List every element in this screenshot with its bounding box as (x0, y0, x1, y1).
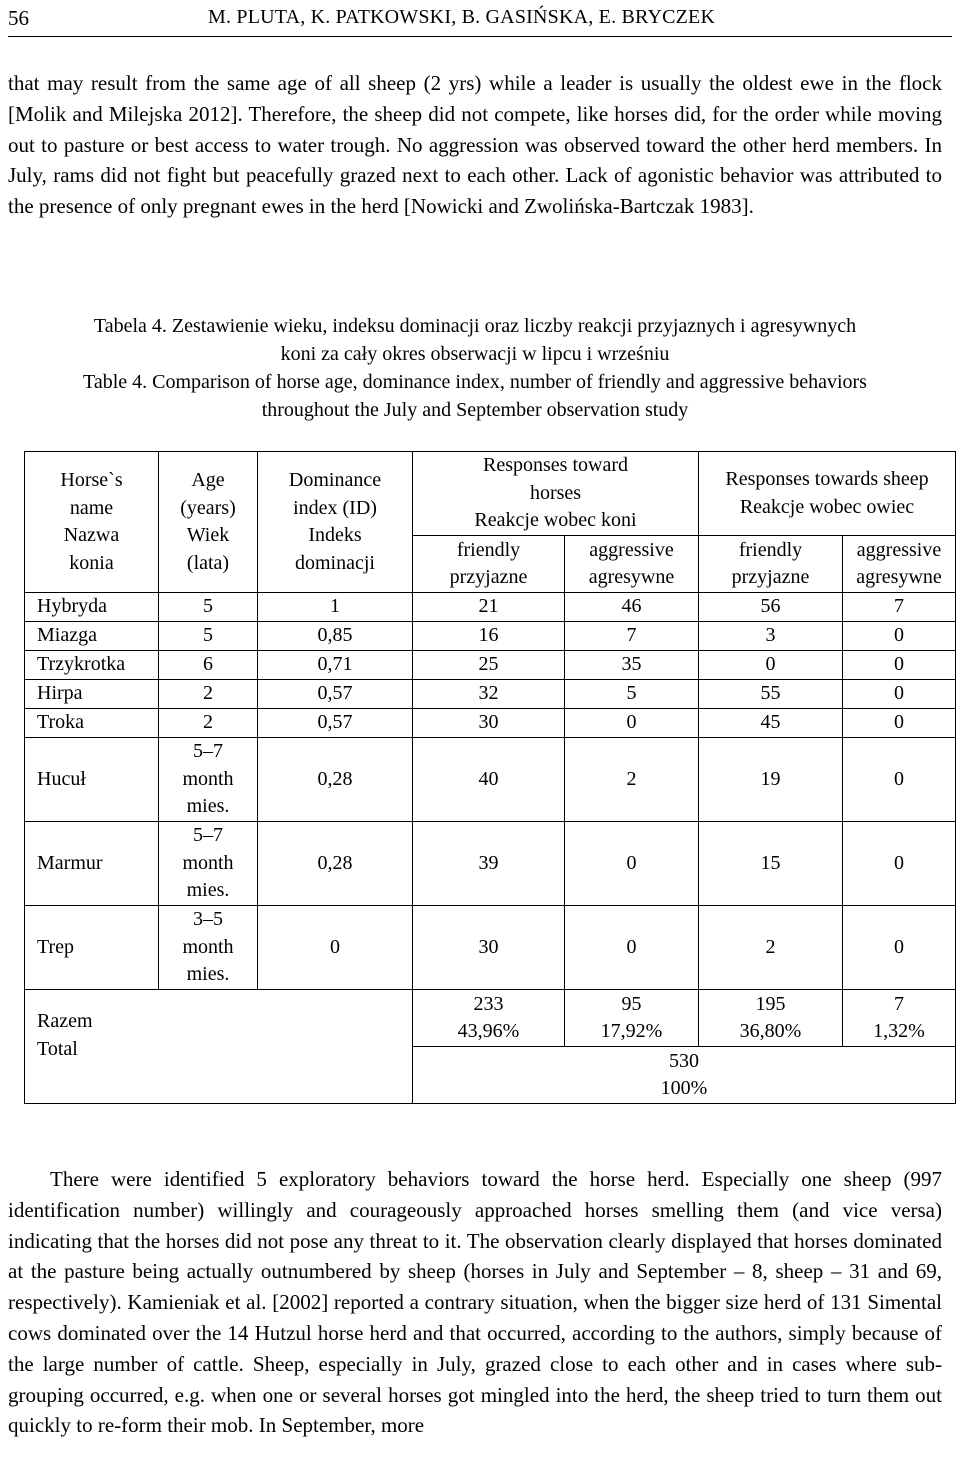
sheep-aggressive-cell: 0 (843, 738, 956, 822)
header-horses-aggressive: aggressive agresywne (565, 536, 699, 593)
sheep-aggressive-cell: 7 (843, 593, 956, 622)
caption-en-line-2: throughout the July and September observation study (261, 399, 689, 421)
page-number: 56 (8, 6, 29, 30)
header-sheep-aggressive: aggressive agresywne (843, 536, 956, 593)
sheep-aggressive-cell: 0 (843, 651, 956, 680)
table-row (25, 680, 956, 709)
dominance-index-cell: 0,71 (258, 651, 413, 680)
table-caption-english (8, 368, 942, 424)
age-cell: 6 (159, 651, 258, 680)
dominance-index-cell: 0,57 (258, 709, 413, 738)
sheep-friendly-cell: 2 (699, 906, 843, 990)
header-age: Age (years) Wiek (lata) (159, 452, 258, 593)
table-row (25, 738, 956, 822)
header-sheep-friendly: friendly przyjazne (699, 536, 843, 593)
horses-friendly-cell: 30 (413, 906, 565, 990)
horse-name-cell: Hucuł (25, 738, 159, 822)
horse-name-cell: Hirpa (25, 680, 159, 709)
total-ha-cell: 95 17,92% (565, 990, 699, 1047)
age-cell: 2 (159, 680, 258, 709)
sheep-aggressive-cell: 0 (843, 822, 956, 906)
table-row (25, 906, 956, 990)
horses-aggressive-cell: 0 (565, 822, 699, 906)
horses-friendly-cell: 25 (413, 651, 565, 680)
dominance-index-cell: 0,28 (258, 822, 413, 906)
horse-name-cell: Trep (25, 906, 159, 990)
sheep-friendly-cell: 56 (699, 593, 843, 622)
horse-name-cell: Trzykrotka (25, 651, 159, 680)
dominance-index-cell: 0 (258, 906, 413, 990)
sheep-aggressive-cell: 0 (843, 680, 956, 709)
horse-name-cell: Hybryda (25, 593, 159, 622)
horses-friendly-cell: 16 (413, 622, 565, 651)
total-hf-cell: 233 43,96% (413, 990, 565, 1047)
header-dominance-index: Dominance index (ID) Indeks dominacji (258, 452, 413, 593)
horses-friendly-cell: 21 (413, 593, 565, 622)
horses-aggressive-cell: 46 (565, 593, 699, 622)
header-responses-horses: Responses toward horses Reakcje wobec koni (413, 452, 699, 536)
horses-friendly-cell: 32 (413, 680, 565, 709)
horses-friendly-cell: 39 (413, 822, 565, 906)
horses-friendly-cell: 30 (413, 709, 565, 738)
sheep-aggressive-cell: 0 (843, 906, 956, 990)
horses-aggressive-cell: 2 (565, 738, 699, 822)
table-row (25, 651, 956, 680)
caption-pl-line-1: Tabela 4. Zestawienie wieku, indeksu dominacji oraz liczby reakcji przyjaznych i agresywnych (93, 315, 857, 337)
total-sa-cell: 7 1,32% (843, 990, 956, 1047)
total-label-cell: Razem Total (25, 990, 413, 1104)
table-row (25, 709, 956, 738)
table-caption-polish (8, 312, 942, 368)
table-row (25, 822, 956, 906)
age-cell: 5 (159, 622, 258, 651)
age-cell: 5 (159, 593, 258, 622)
horse-name-cell: Troka (25, 709, 159, 738)
sheep-friendly-cell: 0 (699, 651, 843, 680)
caption-en-line-1: Table 4. Comparison of horse age, dominance index, number of friendly and aggressive behaviors (83, 371, 867, 393)
table-row (25, 593, 956, 622)
horse-name-cell: Marmur (25, 822, 159, 906)
horses-aggressive-cell: 0 (565, 906, 699, 990)
caption-pl-line-2: koni za cały okres obserwacji w lipcu i wrześniu (280, 343, 670, 365)
sheep-friendly-cell: 19 (699, 738, 843, 822)
age-cell: 3–5 month mies. (159, 906, 258, 990)
total-sf-cell: 195 36,80% (699, 990, 843, 1047)
grand-total-cell: 530 100% (413, 1047, 956, 1104)
sheep-friendly-cell: 45 (699, 709, 843, 738)
total-row (25, 990, 956, 1047)
horses-friendly-cell: 40 (413, 738, 565, 822)
table-row (25, 622, 956, 651)
horses-aggressive-cell: 5 (565, 680, 699, 709)
sheep-aggressive-cell: 0 (843, 622, 956, 651)
sheep-aggressive-cell: 0 (843, 709, 956, 738)
body-paragraph-1: that may result from the same age of all sheep (2 yrs) while a leader is usually the oldest ewe in the flock [Molik and Milejska 2012]. Therefore, the sheep did not compete, like horses did, for the order while moving out to pasture or best access to water trough. No aggression was observed toward the other herd members. In July, rams did not fight but peacefully grazed next to each other. Lack of agonistic behavior was attributed to the presence of only pregnant ewes in the herd [Nowicki and Zwolińska-Bartczak 1983]. (8, 71, 942, 219)
horses-aggressive-cell: 35 (565, 651, 699, 680)
page-header (8, 2, 952, 37)
age-cell: 2 (159, 709, 258, 738)
horses-aggressive-cell: 0 (565, 709, 699, 738)
horses-aggressive-cell: 7 (565, 622, 699, 651)
sheep-friendly-cell: 3 (699, 622, 843, 651)
horse-name-cell: Miazga (25, 622, 159, 651)
horse-behavior-table (24, 451, 956, 1104)
age-cell: 5–7 month mies. (159, 822, 258, 906)
dominance-index-cell: 0,85 (258, 622, 413, 651)
header-horses-friendly: friendly przyjazne (413, 536, 565, 593)
dominance-index-cell: 0,57 (258, 680, 413, 709)
dominance-index-cell: 0,28 (258, 738, 413, 822)
body-paragraph-2: There were identified 5 exploratory behaviors toward the horse herd. Especially one sheep (997 identification number) willingly and courageously approached horses smelling them (and vice versa) indicating that the horses did not pose any threat to it. The observation clearly displayed that horses dominated at the pasture being actually outnumbered by sheep (horses in July and September – 8, sheep – 31 and 69, respectively). Kamieniak et al. [2002] reported a contrary situation, when the bigger size herd of 131 Simental cows dominated over the 14 Hutzul horse herd and that occurred, according to the authors, simply because of the large number of cattle. Sheep, especially in July, grazed close to each other and in cases where sub-grouping occurred, e.g. when one or several horses got mingled into the herd, the sheep tried to turn them out quickly to re-form their mob. In September, more (8, 1167, 942, 1438)
running-head-authors: M. PLUTA, K. PATKOWSKI, B. GASIŃSKA, E. BRYCZEK (208, 6, 716, 28)
header-responses-sheep: Responses towards sheep Reakcje wobec owiec (699, 452, 956, 536)
sheep-friendly-cell: 55 (699, 680, 843, 709)
dominance-index-cell: 1 (258, 593, 413, 622)
header-horse-name: Horse`s name Nazwa konia (25, 452, 159, 593)
age-cell: 5–7 month mies. (159, 738, 258, 822)
sheep-friendly-cell: 15 (699, 822, 843, 906)
table-header-row-1 (25, 452, 956, 536)
